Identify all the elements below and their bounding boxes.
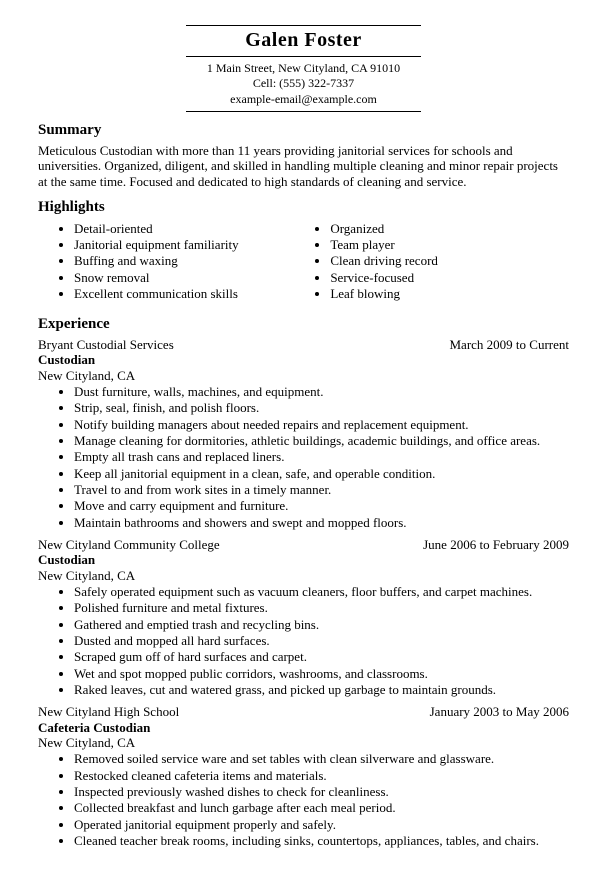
top-rule (186, 25, 421, 26)
highlights-columns (38, 220, 569, 307)
job-bullet: • Safely operated equipment such as vacuum cleaners, floor buffers, and carpet machines. (74, 584, 569, 599)
job-company: New Cityland High School (38, 704, 180, 720)
job-bullet: • Empty all trash cans and replaced liners. (74, 449, 569, 464)
job-bullet: • Travel to and from work sites in a timely manner. (74, 482, 569, 497)
job-bullets (38, 584, 569, 697)
job-title: Custodian (38, 352, 96, 368)
job-dates: March 2009 to Current (449, 337, 569, 353)
job-location: New Cityland, CA (38, 367, 136, 383)
job-bullet: • Removed soiled service ware and set tables with clean silverware and glassware. (74, 751, 569, 766)
contact-rule (186, 111, 421, 112)
job-bullet: • Restocked cleaned cafeteria items and materials. (74, 768, 569, 783)
highlights-right-list (294, 221, 569, 303)
job-bullet: • Inspected previously washed dishes to check for cleanliness. (74, 784, 569, 799)
experience-heading: Experience (38, 316, 110, 333)
highlights-heading: Highlights (38, 199, 105, 216)
person-name: Galen Foster (245, 29, 362, 51)
highlight-item: • Team player (330, 237, 569, 252)
job-bullet: • Manage cleaning for dormitories, athletic buildings, academic buildings, and office areas. (74, 433, 569, 448)
job-bullet: • Move and carry equipment and furniture. (74, 498, 569, 513)
job-header (38, 337, 569, 352)
contact-block (38, 61, 569, 108)
job-bullet: • Operated janitorial equipment properly and safely. (74, 817, 569, 832)
job-bullet: • Collected breakfast and lunch garbage after each meal period. (74, 800, 569, 815)
job-bullet: • Scraped gum off of hard surfaces and carpet. (74, 649, 569, 664)
highlight-item: • Leaf blowing (330, 286, 569, 301)
job-header (38, 537, 569, 552)
job-bullet: • Maintain bathrooms and showers and swept and mopped floors. (74, 515, 569, 530)
contact-email: example-email@example.com (230, 91, 377, 106)
job-bullet: • Dusted and mopped all hard surfaces. (74, 633, 569, 648)
experience-jobs (38, 337, 569, 848)
job-bullet: • Dust furniture, walls, machines, and equipment. (74, 384, 569, 399)
job-entry (38, 337, 569, 530)
name-rule (186, 56, 421, 57)
contact-cell: Cell: (555) 322-7337 (252, 76, 355, 91)
job-bullet: • Strip, seal, finish, and polish floors. (74, 400, 569, 415)
job-bullet: • Gathered and emptied trash and recycling bins. (74, 617, 569, 632)
highlight-item: • Buffing and waxing (74, 253, 294, 268)
job-company: New Cityland Community College (38, 537, 220, 552)
highlight-item: • Detail-oriented (74, 221, 294, 236)
summary-text: Meticulous Custodian with more than 11 years providing janitorial services for schools and universities. Organized, diligent, and skilled in handling multiple cleaning and minor repair projects at the same time. Focused and dedicated to high standards of cleaning and service. (38, 143, 558, 189)
job-bullet: • Polished furniture and metal fixtures. (74, 600, 569, 615)
job-bullet: • Notify building managers about needed repairs and replacement equipment. (74, 417, 569, 432)
highlight-item: • Janitorial equipment familiarity (74, 237, 294, 252)
job-bullets (38, 384, 569, 530)
job-header (38, 704, 569, 719)
job-entry (38, 537, 569, 697)
job-dates: June 2006 to February 2009 (423, 537, 569, 552)
job-bullet: • Keep all janitorial equipment in a clean, safe, and operable condition. (74, 466, 569, 481)
job-bullet: • Wet and spot mopped public corridors, washrooms, and classrooms. (74, 666, 569, 681)
job-dates: January 2003 to May 2006 (429, 704, 569, 720)
job-location: New Cityland, CA (38, 734, 136, 750)
job-bullets (38, 751, 569, 848)
job-location: New Cityland, CA (38, 567, 136, 583)
highlight-item: • Organized (330, 221, 569, 236)
job-entry (38, 704, 569, 848)
contact-address: 1 Main Street, New Cityland, CA 91010 (206, 60, 401, 75)
highlights-left-list (38, 221, 294, 303)
highlight-item: • Service-focused (330, 270, 569, 285)
job-title: Cafeteria Custodian (38, 719, 151, 735)
highlight-item: • Snow removal (74, 270, 294, 285)
highlight-item: • Excellent communication skills (74, 286, 294, 301)
highlight-item: • Clean driving record (330, 253, 569, 268)
job-bullet: • Cleaned teacher break rooms, including sinks, countertops, appliances, tables, and chairs. (74, 833, 569, 848)
job-title: Custodian (38, 552, 96, 568)
summary-heading: Summary (38, 122, 102, 139)
job-bullet: • Raked leaves, cut and watered grass, and picked up garbage to maintain grounds. (74, 682, 569, 697)
job-company: Bryant Custodial Services (38, 337, 174, 353)
